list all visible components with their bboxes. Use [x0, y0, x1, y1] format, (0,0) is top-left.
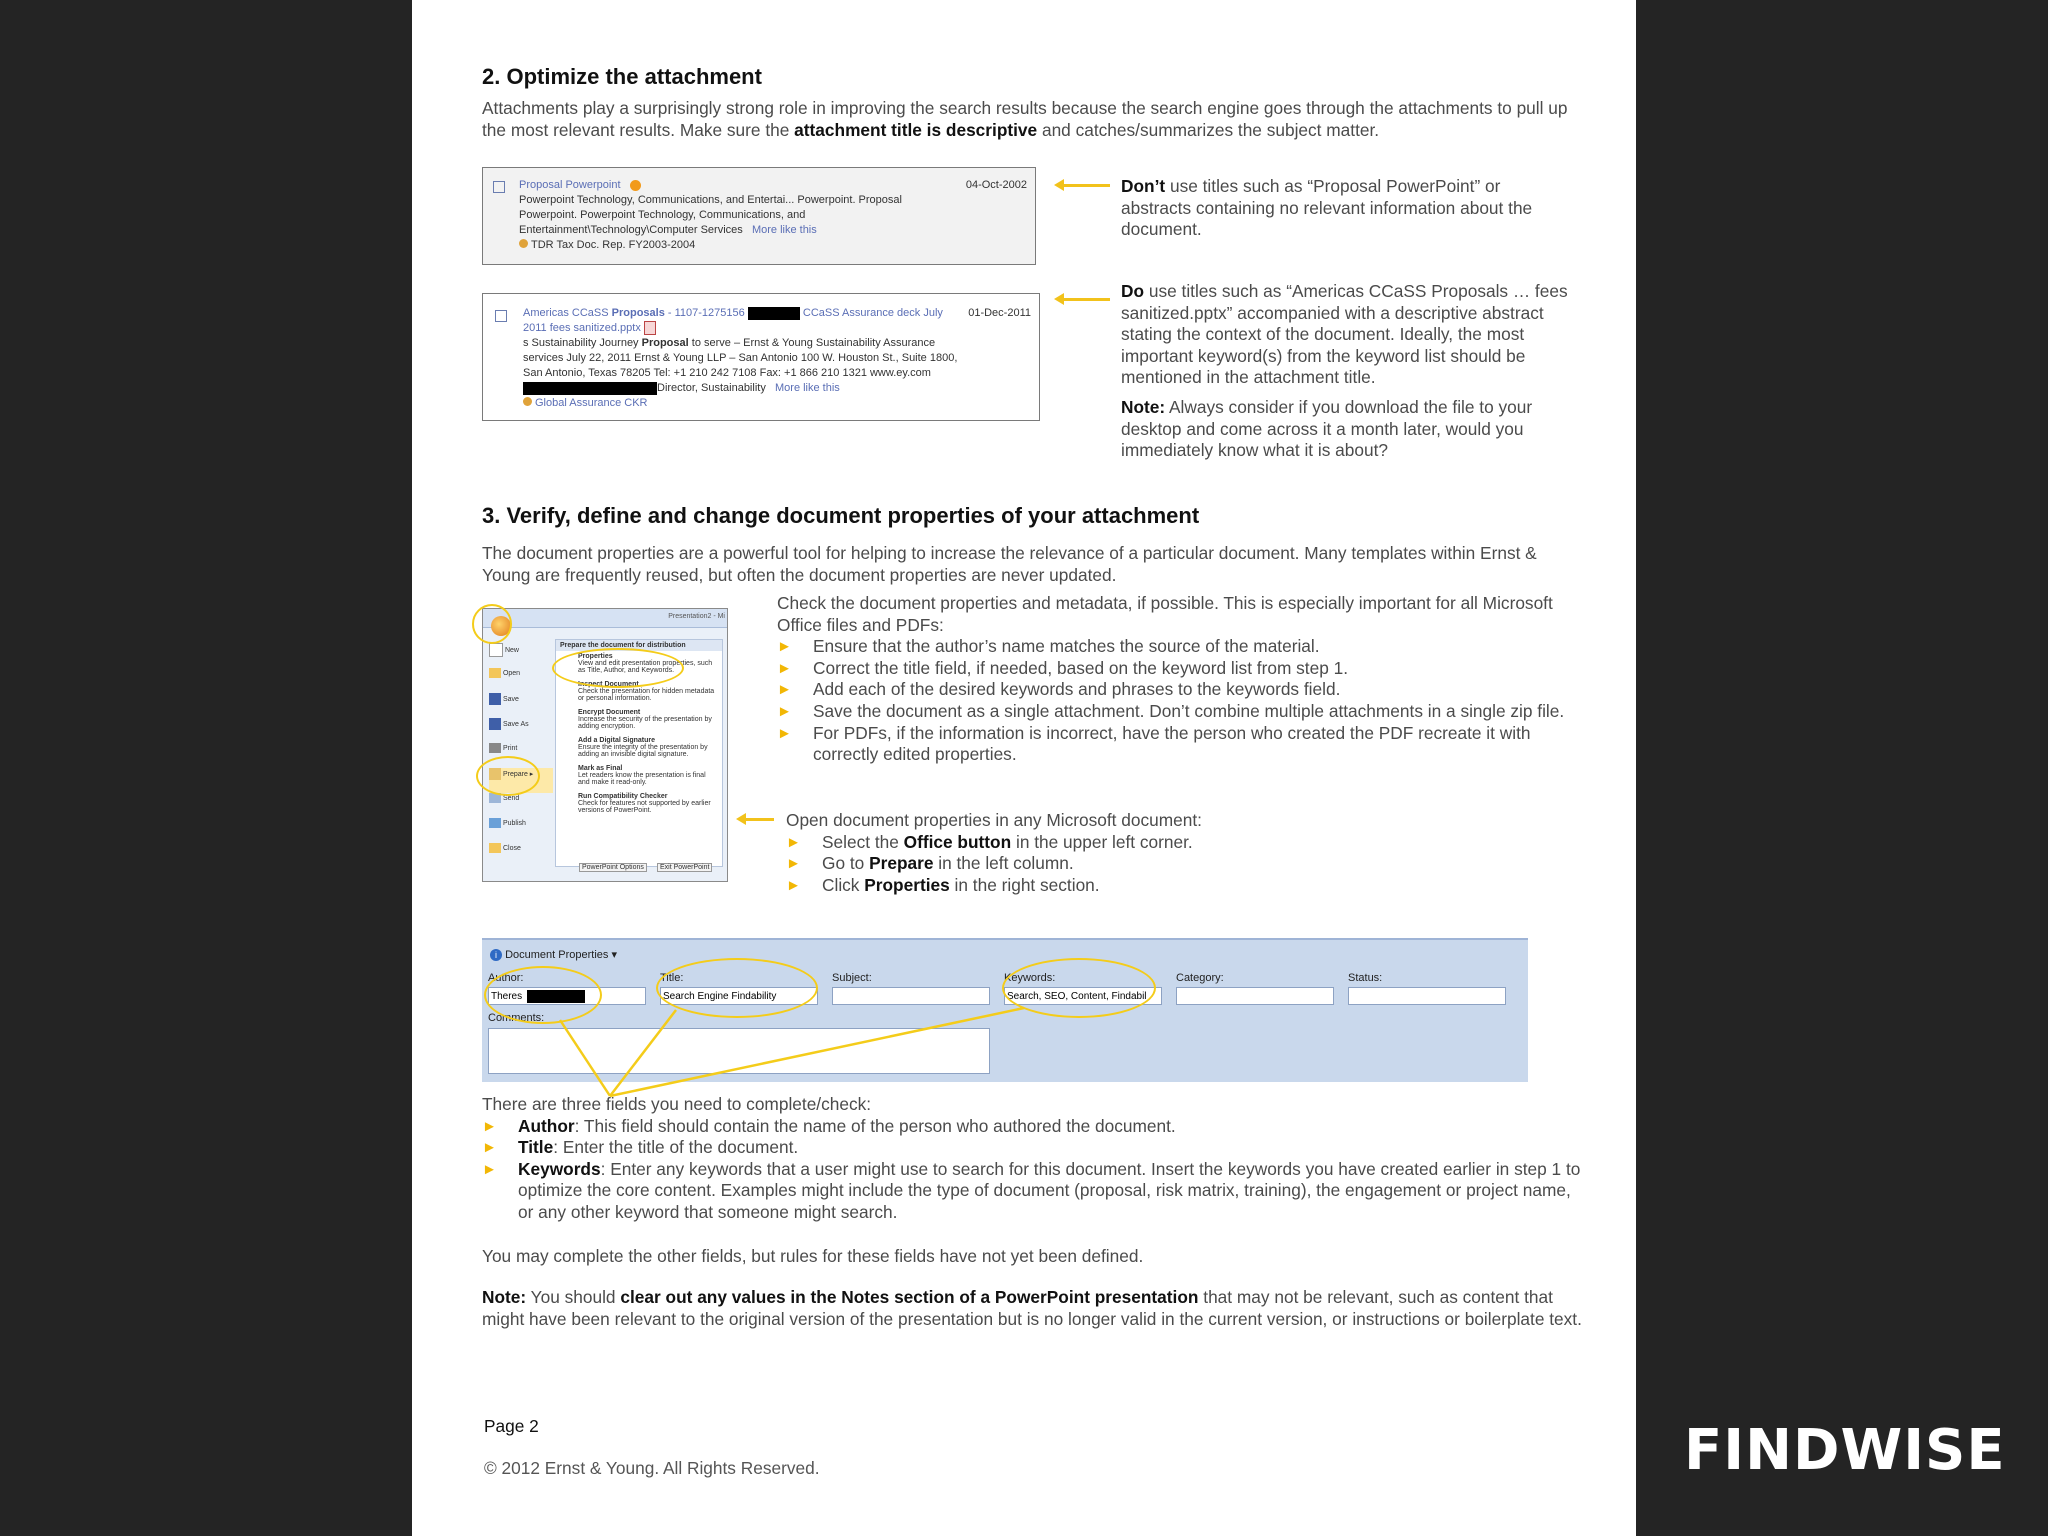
submenu-item-signature[interactable]: Add a Digital Signature Ensure the integrity of the presentation by adding an invisible digital signature. [578, 737, 708, 758]
section-2-heading: 2. Optimize the attachment [482, 64, 762, 89]
keywords-label: Keywords: [1004, 972, 1056, 984]
dont-guideline: Don’t use titles such as “Proposal PowerPoint” or abstracts containing no relevant information about the document. [1121, 176, 1533, 240]
result-title: Americas CCaSS Proposals - 1107-1275156 CCaSS Assurance deck July [523, 307, 943, 319]
result-source: TDR Tax Doc. Rep. FY2003-2004 [519, 238, 1019, 253]
connector-arrows [412, 0, 1636, 1120]
result-snippet-line: Powerpoint. Powerpoint Technology, Communications, and [519, 209, 806, 221]
section-3-heading: 3. Verify, define and change document properties of your attachment [482, 503, 1200, 528]
result-snippet-line: s Sustainability Journey Proposal to serve – Ernst & Young Sustainability Assurance [523, 337, 936, 349]
section-2-intro: Attachments play a surprisingly strong role in improving the search results because the search engine goes through the attachments to pull up the most relevant results. Make sure the attachment title is descriptive and catches/summarizes the subject matter. [482, 98, 1568, 140]
open-step: ► Click Properties in the right section. [786, 875, 1486, 897]
open-step: ► Go to Prepare in the left column. [786, 853, 1486, 875]
submenu-item-properties[interactable]: Properties View and edit presentation properties, such as Title, Author, and Keywords. [578, 653, 713, 674]
fields-block: There are three fields you need to complete/check: ► Author: This field should contain the name of the person who authored the document. ► Title: Enter the title of the document. ► Keywords: Enter any keywords that a user might use to search for this document. Insert the keywords you have created earlier in step 1 to optimize the core content. Examples might include the type of document (proposal, risk matrix, training), the engagement or project name, or any other keyword that someone might search. [482, 1094, 1582, 1224]
field-keywords-item: ► Keywords: Enter any keywords that a user might use to search for this document. Insert the keywords you have created earlier in step 1 to optimize the core content. Examples might include the type of document (proposal, risk matrix, training), the engagement or project name, or any other keyword that someone might search. [482, 1159, 1582, 1224]
menu-item-open[interactable]: Open [489, 668, 553, 693]
check-properties-block: Check the document properties and metadata, if possible. This is especially important for all Microsoft Office files and PDFs: ► Ensure that the author’s name matches the source of the material. ► Correct the title field, if needed, based on the keyword list from step 1. ► Add each of the desired keywords and phrases to the keywords field. ► Save the document as a single attachment. Don’t combine multiple attachments in a single zip file. ► For PDFs, if the information is incorrect, have the person who created the PDF recreate it with correctly edited properties. [777, 593, 1567, 766]
exit-powerpoint-button[interactable]: Exit PowerPoint [657, 863, 712, 872]
field-title-item: ► Title: Enter the title of the document. [482, 1137, 1582, 1159]
menu-item-save-as[interactable]: Save As [489, 718, 553, 743]
section-3-intro: The document properties are a powerful tool for helping to increase the relevance of a particular document. Many templates within Ernst & Young are frequently reused, but often the document properties are never updated. [482, 543, 1537, 585]
office-title-bar: Presentation2 - Mi [483, 609, 727, 628]
result-snippet-line: services July 22, 2011 Ernst & Young LLP – San Antonio 100 W. Houston St., Suite 1800, [523, 352, 958, 364]
findwise-logo: FINDWISE [1684, 1418, 2006, 1483]
copyright: © 2012 Ernst & Young. All Rights Reserved. [484, 1458, 820, 1478]
status-label: Status: [1348, 972, 1383, 984]
check-item: ► For PDFs, if the information is incorrect, have the person who created the PDF recreate it with correctly edited properties. [777, 723, 1567, 766]
powerpoint-options-button[interactable]: PowerPoint Options [579, 863, 647, 872]
submenu-item-inspect[interactable]: Inspect Document Check the presentation for hidden metadata or personal information. [578, 681, 715, 702]
doc-props-header[interactable]: i Document Properties ▾ [490, 948, 617, 961]
category-label: Category: [1176, 972, 1224, 984]
menu-item-send[interactable]: Send [489, 793, 553, 818]
result-title: Proposal Powerpoint [519, 179, 621, 191]
result-snippet-line: Entertainment\Technology\Computer Services More like this [519, 224, 817, 236]
check-item: ► Ensure that the author’s name matches the source of the material. [777, 636, 1567, 658]
submenu-title: Prepare the document for distribution [556, 640, 722, 651]
menu-item-close[interactable]: Close [489, 843, 553, 868]
info-icon: i [490, 949, 502, 961]
result-source: Global Assurance CKR [523, 396, 963, 411]
author-label: Author: [488, 972, 524, 984]
open-properties-block: Open document properties in any Microsoft document: ► Select the Office button in the upper left corner. ► Go to Prepare in the left column. ► Click Properties in the right section. [786, 810, 1486, 896]
section-2-note: Note: Always consider if you download the file to your desktop and come across it a month later, would you immediately know what it is about? [1121, 397, 1533, 461]
menu-item-new[interactable]: New [489, 643, 553, 668]
result-snippet-line: San Antonio, Texas 78205 Tel: +1 210 242 7108 Fax: +1 866 210 1321 www.ey.com [523, 367, 931, 379]
result-title-cont: 2011 fees sanitized.pptx [523, 321, 963, 336]
menu-item-print[interactable]: Print [489, 743, 553, 768]
check-item: ► Correct the title field, if needed, based on the keyword list from step 1. [777, 658, 1567, 680]
subject-label: Subject: [832, 972, 872, 984]
document-page [412, 0, 1636, 1536]
result-date: 01-Dec-2011 [968, 307, 1031, 319]
section-3-note: Note: You should clear out any values in the Notes section of a PowerPoint presentation that may not be relevant, such as content that might have been relevant to the original version of the presentation but is no longer valid in the current version, or instructions or boilerplate text. [482, 1287, 1582, 1329]
menu-item-save[interactable]: Save [489, 693, 553, 718]
do-guideline: Do use titles such as “Americas CCaSS Proposals … fees sanitized.pptx” accompanied with a descriptive abstract stating the context of the document. Ideally, the most important keyword(s) from the keyword list should be mentioned in the attachment title. [1121, 281, 1568, 388]
submenu-item-compatibility[interactable]: Run Compatibility Checker Check for features not supported by earlier versions of PowerPoint. [578, 793, 711, 814]
other-fields-text: You may complete the other fields, but rules for these fields have not yet been defined. [482, 1246, 1144, 1266]
submenu-item-mark-final[interactable]: Mark as Final Let readers know the presentation is final and make it read-only. [578, 765, 706, 786]
result-date: 04-Oct-2002 [965, 179, 1027, 191]
check-item: ► Save the document as a single attachment. Don’t combine multiple attachments in a single zip file. [777, 701, 1567, 723]
title-label: Title: [660, 972, 684, 984]
submenu-item-encrypt[interactable]: Encrypt Document Increase the security of the presentation by adding encryption. [578, 709, 712, 730]
open-step: ► Select the Office button in the upper left corner. [786, 832, 1486, 854]
comments-label: Comments: [488, 1012, 545, 1024]
field-author-item: ► Author: This field should contain the name of the person who authored the document. [482, 1116, 1582, 1138]
page-number: Page 2 [484, 1416, 539, 1436]
check-item: ► Add each of the desired keywords and phrases to the keywords field. [777, 679, 1567, 701]
result-snippet-line: Powerpoint Technology, Communications, and Entertai... Powerpoint. Proposal [519, 194, 902, 206]
menu-item-publish[interactable]: Publish [489, 818, 553, 843]
result-snippet-line: Director, Sustainability More like this [523, 381, 963, 396]
menu-item-prepare[interactable]: Prepare ▸ [489, 768, 553, 793]
